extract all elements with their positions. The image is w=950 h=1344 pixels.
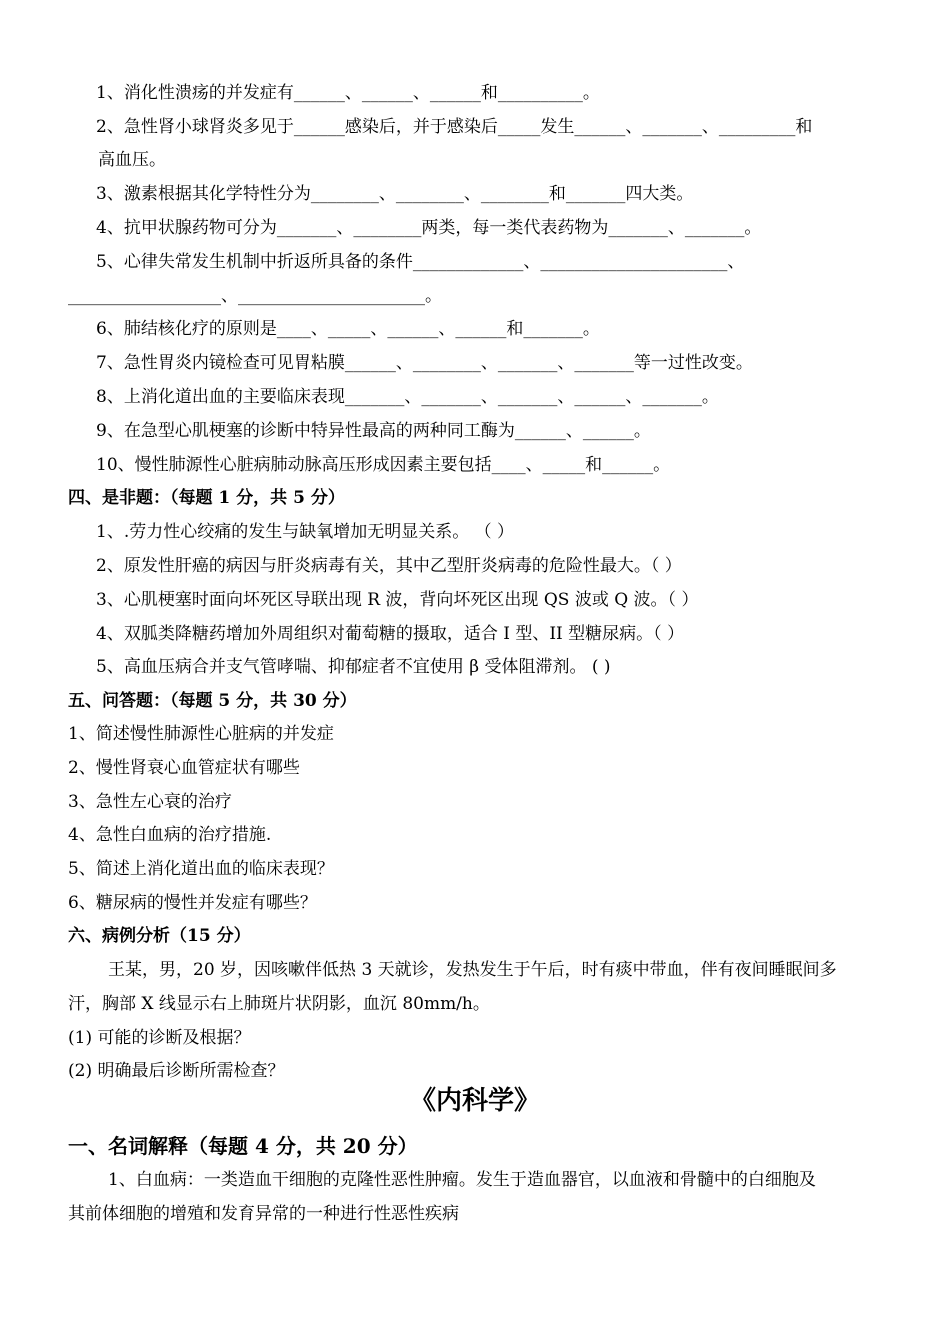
case-question-1: (1) 可能的诊断及根据？ xyxy=(68,1028,251,1048)
true-false-item-4: 4、双胍类降糖药增加外周组织对葡萄糖的摄取，适合 I 型、II 型糖尿病。（ ） xyxy=(96,624,685,644)
true-false-item-3: 3、心肌梗塞时面向坏死区导联出现 R 波，背向坏死区出现 QS 波或 Q 波。（ ） xyxy=(96,590,699,610)
fill-in-item-5: 5、心律失常发生机制中折返所具备的条件_____________、______________________、 xyxy=(96,252,745,272)
answer-section-heading: 一、名词解释（每题 4 分，共 20 分） xyxy=(68,1134,418,1158)
fill-in-item-9: 9、在急型心肌梗塞的诊断中特异性最高的两种同工酶为______、______。 xyxy=(96,421,651,441)
qa-item-4: 4、急性白血病的治疗措施. xyxy=(68,825,272,845)
fill-in-item-3: 3、激素根据其化学特性分为________、________、________和_______四大类。 xyxy=(96,184,694,204)
case-question-2: (2) 明确最后诊断所需检查？ xyxy=(68,1061,285,1081)
section-heading-qa: 五、问答题：（每题 5 分，共 30 分） xyxy=(68,691,357,711)
fill-in-item-10: 10、慢性肺源性心脏病肺动脉高压形成因素主要包括____、_____和______。 xyxy=(96,455,671,475)
qa-item-3: 3、急性左心衰的治疗 xyxy=(68,792,232,812)
true-false-item-1: 1、.劳力性心绞痛的发生与缺氧增加无明显关系。 （ ） xyxy=(96,522,515,542)
fill-in-item-2-cont: 高血压。 xyxy=(98,150,166,170)
true-false-item-2: 2、原发性肝癌的病因与肝炎病毒有关，其中乙型肝炎病毒的危险性最大。（ ） xyxy=(96,556,682,576)
answer-title: 《内科学》 xyxy=(409,1086,540,1116)
answer-text-line-2: 其前体细胞的增殖和发育异常的一种进行性恶性疾病 xyxy=(68,1204,459,1224)
answer-text-line-1: 1、白血病：一类造血干细胞的克隆性恶性肿瘤。发生于造血器官，以血液和骨髓中的白细胞及 xyxy=(108,1170,816,1190)
fill-in-item-8: 8、上消化道出血的主要临床表现_______、_______、_______、______、_______。 xyxy=(96,387,719,407)
fill-in-item-6: 6、肺结核化疗的原则是____、_____、______、______和_______。 xyxy=(96,319,600,339)
fill-in-item-1: 1、消化性溃疡的并发症有______、______、______和__________。 xyxy=(96,83,600,103)
qa-item-1: 1、简述慢性肺源性心脏病的并发症 xyxy=(68,724,334,744)
true-false-item-5: 5、高血压病合并支气管哮喘、抑郁症者不宜使用 β 受体阻滞剂。 ( ) xyxy=(96,657,611,677)
case-text-line-1: 王某，男，20 岁，因咳嗽伴低热 3 天就诊，发热发生于午后，时有痰中带血，伴有夜间睡眠间多 xyxy=(108,960,837,980)
fill-in-item-4: 4、抗甲状腺药物可分为_______、________两类，每一类代表药物为_______、_______。 xyxy=(96,218,762,238)
qa-item-5: 5、简述上消化道出血的临床表现？ xyxy=(68,859,334,879)
section-heading-true-false: 四、是非题：（每题 1 分，共 5 分） xyxy=(68,488,345,508)
fill-in-item-5-cont: __________________、______________________。 xyxy=(68,286,442,306)
case-text-line-2: 汗，胸部 X 线显示右上肺斑片状阴影，血沉 80mm/h。 xyxy=(68,994,490,1014)
qa-item-6: 6、糖尿病的慢性并发症有哪些？ xyxy=(68,893,317,913)
section-heading-case: 六、病例分析（15 分） xyxy=(68,926,251,946)
fill-in-item-7: 7、急性胃炎内镜检查可见胃粘膜______、________、_______、_______等一过性改变。 xyxy=(96,353,753,373)
qa-item-2: 2、慢性肾衰心血管症状有哪些 xyxy=(68,758,300,778)
fill-in-item-2: 2、急性肾小球肾炎多见于______感染后，并于感染后_____发生______、_______、_________和 xyxy=(96,117,813,137)
